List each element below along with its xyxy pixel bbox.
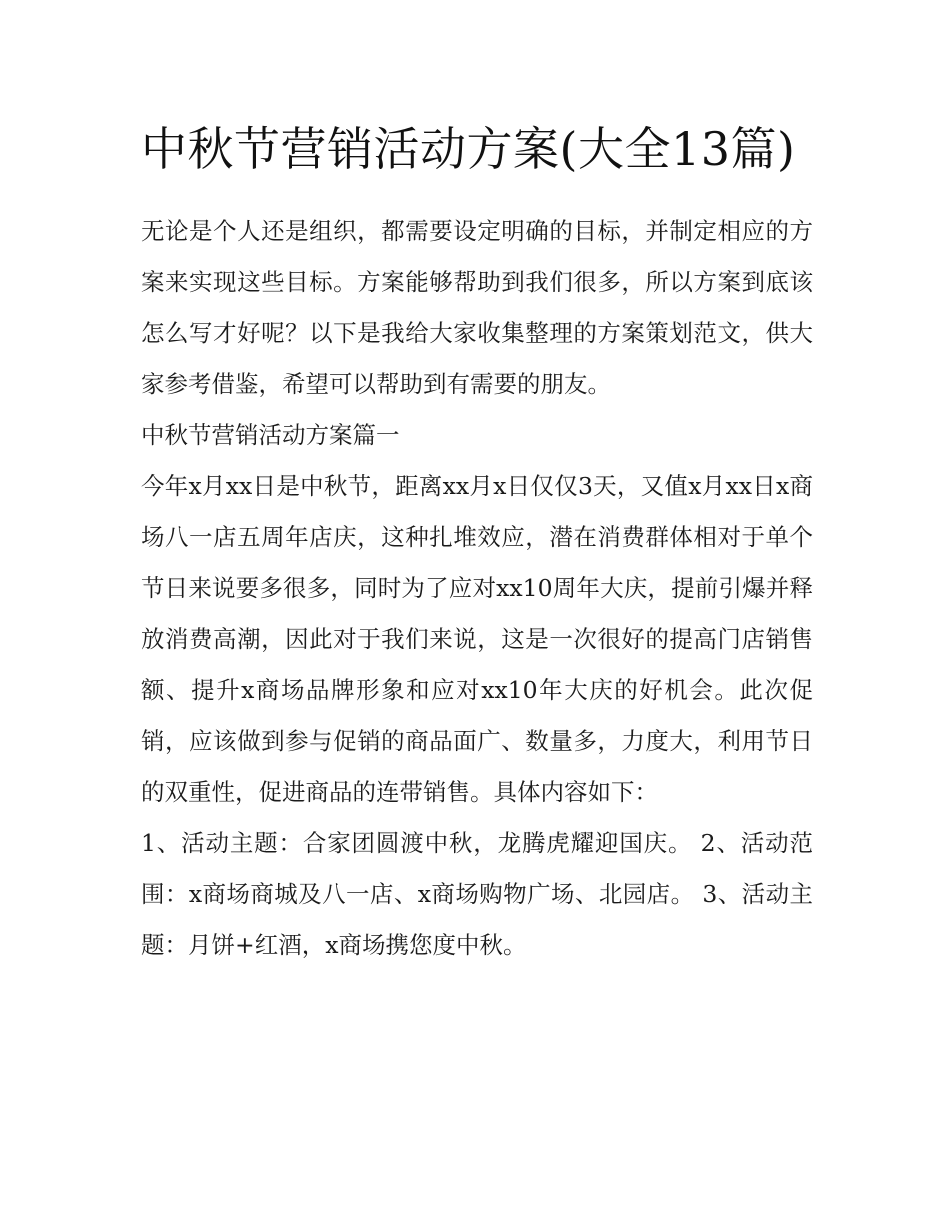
section-heading: 中秋节营销活动方案篇一 [141,421,400,449]
intro-paragraph: 无论是个人还是组织，都需要设定明确的目标，并制定相应的方案来实现这些目标。方案能够帮助到我们很多，所以方案到底该怎么写才好呢？以下是我给大家收集整理的方案策划范文，供大家参考借鉴，希望可以帮助到有需要的朋友。 [141,217,813,398]
body-paragraph: 今年x月xx日是中秋节，距离xx月x日仅仅3天，又值x月xx日x商场八一店五周年店庆，这种扎堆效应，潜在消费群体相对于单个节日来说要多很多，同时为了应对xx10周年大庆，提前引爆并释放消费高潮，因此对于我们来说，这是一次很好的提高门店销售额、提升x商场品牌形象和应对xx10年大庆的好机会。此次促销，应该做到参与促销的商品面广、数量多，力度大，利用节日的双重性，促进商品的连带销售。具体内容如下： [141,472,813,806]
activity-list-paragraph: 1、活动主题：合家团圆渡中秋，龙腾虎耀迎国庆。 2、活动范围：x商场商城及八一店、x商场购物广场、北园店。 3、活动主题：月饼+红酒，x商场携您度中秋。 [141,829,813,959]
document-content [141,110,813,971]
document-title: 中秋节营销活动方案(大全13篇) [141,122,796,176]
